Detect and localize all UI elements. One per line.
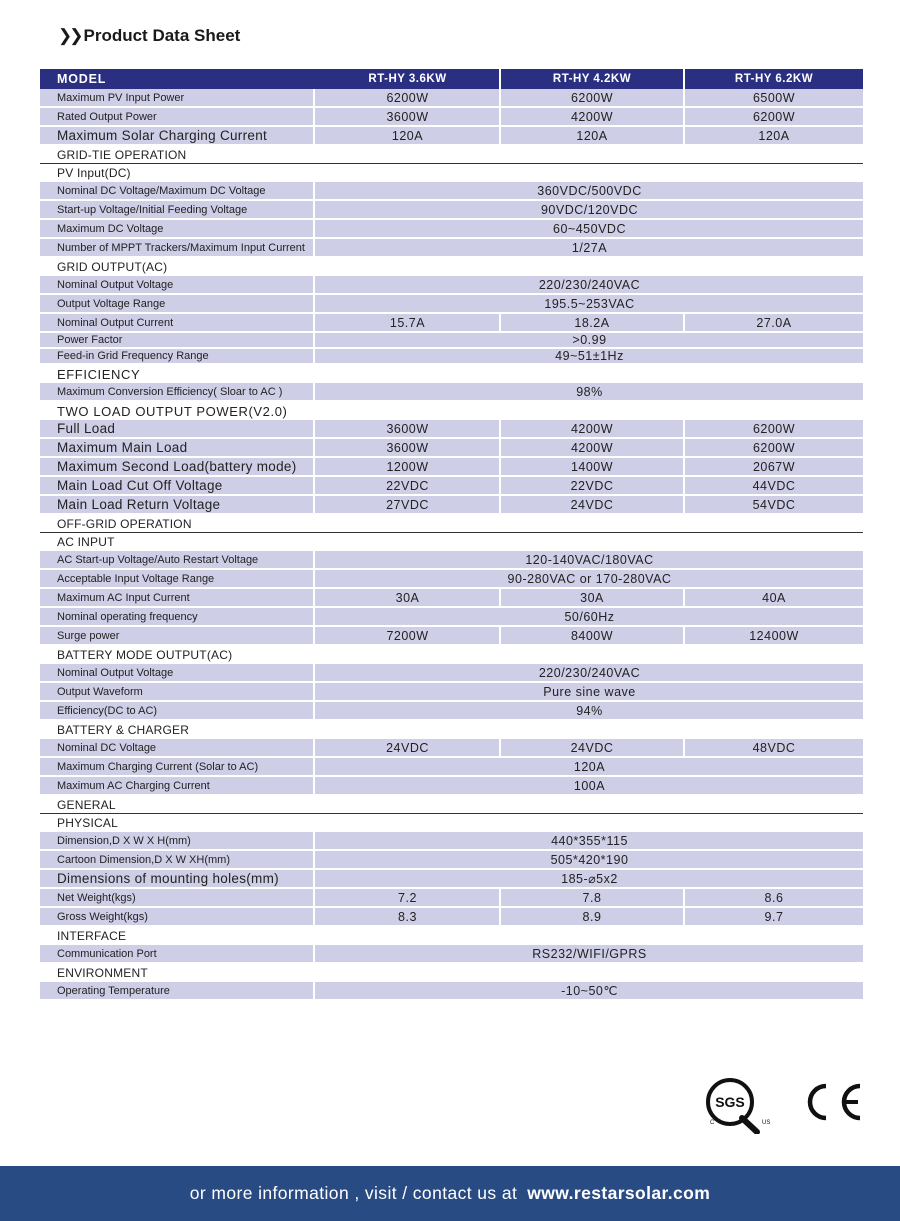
spec-table: [40, 69, 863, 1001]
table-row: [40, 608, 863, 625]
spec-value-all-models: 60~450VDC: [553, 221, 626, 236]
section-header: [40, 365, 863, 383]
spec-label: Maximum AC Input Current: [40, 589, 315, 606]
spec-value-model-3: 9.7: [764, 909, 784, 924]
spec-value-model-3: 6500W: [752, 90, 796, 105]
spec-value-all-models: RS232/WIFI/GPRS: [532, 946, 647, 961]
table-row: [40, 439, 863, 456]
table-row: [40, 349, 863, 363]
table-row: [40, 182, 863, 199]
spec-value-all-models: 120A: [573, 759, 606, 774]
spec-label: Maximum PV Input Power: [40, 89, 315, 106]
spec-label: Feed-in Grid Frequency Range: [40, 349, 315, 363]
spec-value-model-3: 48VDC: [752, 740, 796, 755]
section-title: GENERAL: [57, 797, 116, 812]
spec-value-model-1: 3600W: [316, 420, 501, 437]
spec-value-all-models: 220/230/240VAC: [538, 277, 641, 292]
spec-value-model-2: 24VDC: [501, 739, 685, 756]
sgs-text: SGS: [715, 1094, 745, 1110]
spec-value-all-models: 360VDC/500VDC: [537, 183, 642, 198]
spec-value-model-1: 1200W: [316, 458, 501, 475]
spec-label: Nominal DC Voltage/Maximum DC Voltage: [40, 182, 315, 199]
spec-label: AC Start-up Voltage/Auto Restart Voltage: [40, 551, 315, 568]
website-link[interactable]: www.restarsolar.com: [527, 1183, 711, 1203]
spec-value-model-3: 6200W: [752, 440, 796, 455]
spec-label: Dimension,D X W X H(mm): [40, 832, 315, 849]
spec-value-all-models: 90VDC/120VDC: [540, 202, 638, 217]
spec-value-all-models: 90-280VAC or 170-280VAC: [507, 571, 672, 586]
table-row: [40, 276, 863, 293]
spec-value-all-models: >0.99: [572, 333, 607, 347]
spec-value-all-models: 220/230/240VAC: [538, 665, 641, 680]
spec-label: Maximum Second Load(battery mode): [40, 458, 315, 475]
spec-value-model-2: 22VDC: [501, 477, 685, 494]
spec-label: Maximum Solar Charging Current: [40, 127, 315, 144]
spec-value-all-models: 50/60Hz: [564, 609, 615, 624]
spec-value-all-models: 100A: [573, 778, 606, 793]
table-row: [40, 551, 863, 568]
spec-value-model-1: 8.3: [316, 908, 501, 925]
spec-value-model-2: 6200W: [501, 89, 685, 106]
model-column-3: RT-HY 6.2KW: [734, 73, 814, 85]
table-row: [40, 201, 863, 218]
spec-value-model-3: 44VDC: [752, 478, 796, 493]
section-title: OFF-GRID OPERATION: [57, 516, 192, 531]
model-column-2: RT-HY 4.2KW: [501, 69, 685, 89]
spec-label: Maximum DC Voltage: [40, 220, 315, 237]
spec-label: Output Waveform: [40, 683, 315, 700]
section-header: [40, 814, 863, 832]
spec-value-model-1: 120A: [316, 127, 501, 144]
row-separator: [40, 999, 863, 1001]
spec-value-model-2: 8400W: [501, 627, 685, 644]
table-header: [40, 69, 863, 89]
spec-value-model-1: 7.2: [316, 889, 501, 906]
spec-value-model-1: 6200W: [316, 89, 501, 106]
spec-label: Nominal operating frequency: [40, 608, 315, 625]
spec-value-model-1: 22VDC: [316, 477, 501, 494]
section-title: INTERFACE: [57, 929, 127, 943]
spec-value-model-3: 2067W: [752, 459, 796, 474]
spec-value-model-3: 27.0A: [756, 315, 792, 330]
spec-label: Communication Port: [40, 945, 315, 962]
sgs-logo: [708, 1080, 770, 1132]
spec-value-model-2: 24VDC: [501, 496, 685, 513]
table-row: [40, 832, 863, 849]
model-column-1: RT-HY 3.6KW: [316, 69, 501, 89]
table-row: [40, 851, 863, 868]
section-header: [40, 964, 863, 982]
table-row: [40, 945, 863, 962]
table-row: [40, 239, 863, 256]
section-title: AC INPUT: [57, 535, 115, 549]
spec-value-model-2: 30A: [501, 589, 685, 606]
spec-value-all-models: -10~50℃: [561, 984, 618, 998]
spec-label: Maximum Main Load: [40, 439, 315, 456]
table-row: [40, 870, 863, 887]
spec-label: Acceptable Input Voltage Range: [40, 570, 315, 587]
page-title-text: Product Data Sheet: [83, 26, 241, 45]
spec-label: Surge power: [40, 627, 315, 644]
spec-label: Rated Output Power: [40, 108, 315, 125]
table-row: [40, 589, 863, 606]
section-title: ENVIRONMENT: [57, 966, 148, 980]
spec-value-model-3: 40A: [762, 590, 786, 605]
spec-label: Maximum AC Charging Current: [40, 777, 315, 794]
spec-value-model-1: 3600W: [316, 108, 501, 125]
model-label: MODEL: [57, 72, 107, 86]
spec-value-all-models: 1/27A: [571, 240, 608, 255]
spec-label: Main Load Return Voltage: [40, 496, 315, 513]
table-row: [40, 777, 863, 794]
footer-bar: [0, 1166, 900, 1221]
spec-label: Operating Temperature: [40, 982, 315, 999]
spec-label: Number of MPPT Trackers/Maximum Input Current: [40, 239, 315, 256]
section-header: [40, 258, 863, 276]
spec-label: Full Load: [40, 420, 315, 437]
footer-text: or more information , visit / contact us at: [189, 1183, 518, 1203]
table-row: [40, 758, 863, 775]
spec-label: Nominal Output Voltage: [40, 664, 315, 681]
spec-value-all-models: 98%: [576, 384, 603, 399]
double-chevron-icon: ❯❯: [58, 26, 81, 45]
table-row: [40, 420, 863, 437]
sgs-c-mark: C: [710, 1120, 715, 1126]
spec-value-all-models: 120-140VAC/180VAC: [525, 552, 654, 567]
section-header: [40, 146, 863, 164]
section-title: BATTERY MODE OUTPUT(AC): [57, 648, 233, 662]
table-row: [40, 333, 863, 347]
spec-value-all-models: Pure sine wave: [543, 684, 636, 699]
table-row: [40, 220, 863, 237]
page-title: [58, 26, 240, 46]
spec-value-model-1: 3600W: [316, 439, 501, 456]
spec-value-model-3: 12400W: [749, 628, 799, 643]
section-title: PV Input(DC): [57, 166, 131, 180]
spec-value-model-2: 4200W: [501, 108, 685, 125]
table-row: [40, 477, 863, 494]
section-header: [40, 164, 863, 182]
spec-value-model-2: 7.8: [501, 889, 685, 906]
section-header: [40, 402, 863, 420]
table-row: [40, 295, 863, 312]
section-header: [40, 927, 863, 945]
certification-logos: [702, 1074, 872, 1134]
spec-value-model-2: 1400W: [501, 458, 685, 475]
spec-value-model-1: 24VDC: [316, 739, 501, 756]
spec-value-model-3: 6200W: [752, 109, 796, 124]
table-row: [40, 908, 863, 925]
spec-label: Power Factor: [40, 333, 315, 347]
sgs-us-mark: US: [762, 1120, 771, 1126]
spec-value-model-3: 120A: [758, 128, 790, 143]
spec-value-all-models: 49~51±1Hz: [555, 349, 624, 363]
spec-value-model-3: 8.6: [764, 890, 784, 905]
spec-value-model-3: 54VDC: [752, 497, 796, 512]
spec-label: Maximum Conversion Efficiency( Sloar to AC ): [40, 383, 315, 400]
spec-label: Gross Weight(kgs): [40, 908, 315, 925]
table-row: [40, 889, 863, 906]
table-row: [40, 89, 863, 106]
section-title: EFFICIENCY: [57, 366, 141, 382]
table-row: [40, 314, 863, 331]
table-row: [40, 383, 863, 400]
spec-value-model-3: 6200W: [752, 421, 796, 436]
spec-label: Main Load Cut Off Voltage: [40, 477, 315, 494]
spec-label: Output Voltage Range: [40, 295, 315, 312]
table-row: [40, 683, 863, 700]
spec-value-model-1: 27VDC: [316, 496, 501, 513]
spec-label: Start-up Voltage/Initial Feeding Voltage: [40, 201, 315, 218]
table-row: [40, 458, 863, 475]
spec-label: Net Weight(kgs): [40, 889, 315, 906]
table-row: [40, 664, 863, 681]
spec-value-model-1: 30A: [316, 589, 501, 606]
spec-label: Efficiency(DC to AC): [40, 702, 315, 719]
table-row: [40, 496, 863, 513]
spec-value-all-models: 195.5~253VAC: [544, 296, 635, 311]
spec-value-model-2: 18.2A: [501, 314, 685, 331]
spec-value-model-2: 4200W: [501, 420, 685, 437]
spec-value-all-models: 440*355*115: [551, 833, 628, 848]
spec-label: Maximum Charging Current (Solar to AC): [40, 758, 315, 775]
spec-value-model-1: 7200W: [316, 627, 501, 644]
table-row: [40, 982, 863, 999]
section-title: TWO LOAD OUTPUT POWER(V2.0): [57, 403, 288, 419]
table-row: [40, 702, 863, 719]
table-row: [40, 739, 863, 756]
section-header: [40, 515, 863, 533]
section-header: [40, 721, 863, 739]
section-title: BATTERY & CHARGER: [57, 723, 190, 737]
spec-label: Nominal Output Current: [40, 314, 315, 331]
spec-label: Nominal Output Voltage: [40, 276, 315, 293]
spec-value-all-models: 185-⌀5x2: [561, 872, 618, 886]
spec-value-all-models: 94%: [576, 703, 603, 718]
table-row: [40, 127, 863, 144]
spec-value-model-1: 15.7A: [316, 314, 501, 331]
spec-value-model-2: 8.9: [501, 908, 685, 925]
ce-mark-icon: [810, 1086, 860, 1118]
spec-label: Nominal DC Voltage: [40, 739, 315, 756]
section-header: [40, 796, 863, 814]
spec-value-all-models: 505*420*190: [550, 852, 629, 867]
section-title: GRID OUTPUT(AC): [57, 260, 168, 274]
spec-value-model-2: 120A: [501, 127, 685, 144]
spec-label: Cartoon Dimension,D X W XH(mm): [40, 851, 315, 868]
section-title: PHYSICAL: [57, 816, 118, 830]
spec-label: Dimensions of mounting holes(mm): [40, 870, 315, 887]
table-row: [40, 108, 863, 125]
table-row: [40, 627, 863, 644]
section-title: GRID-TIE OPERATION: [57, 147, 187, 162]
section-header: [40, 646, 863, 664]
section-header: [40, 533, 863, 551]
spec-value-model-2: 4200W: [501, 439, 685, 456]
table-row: [40, 570, 863, 587]
